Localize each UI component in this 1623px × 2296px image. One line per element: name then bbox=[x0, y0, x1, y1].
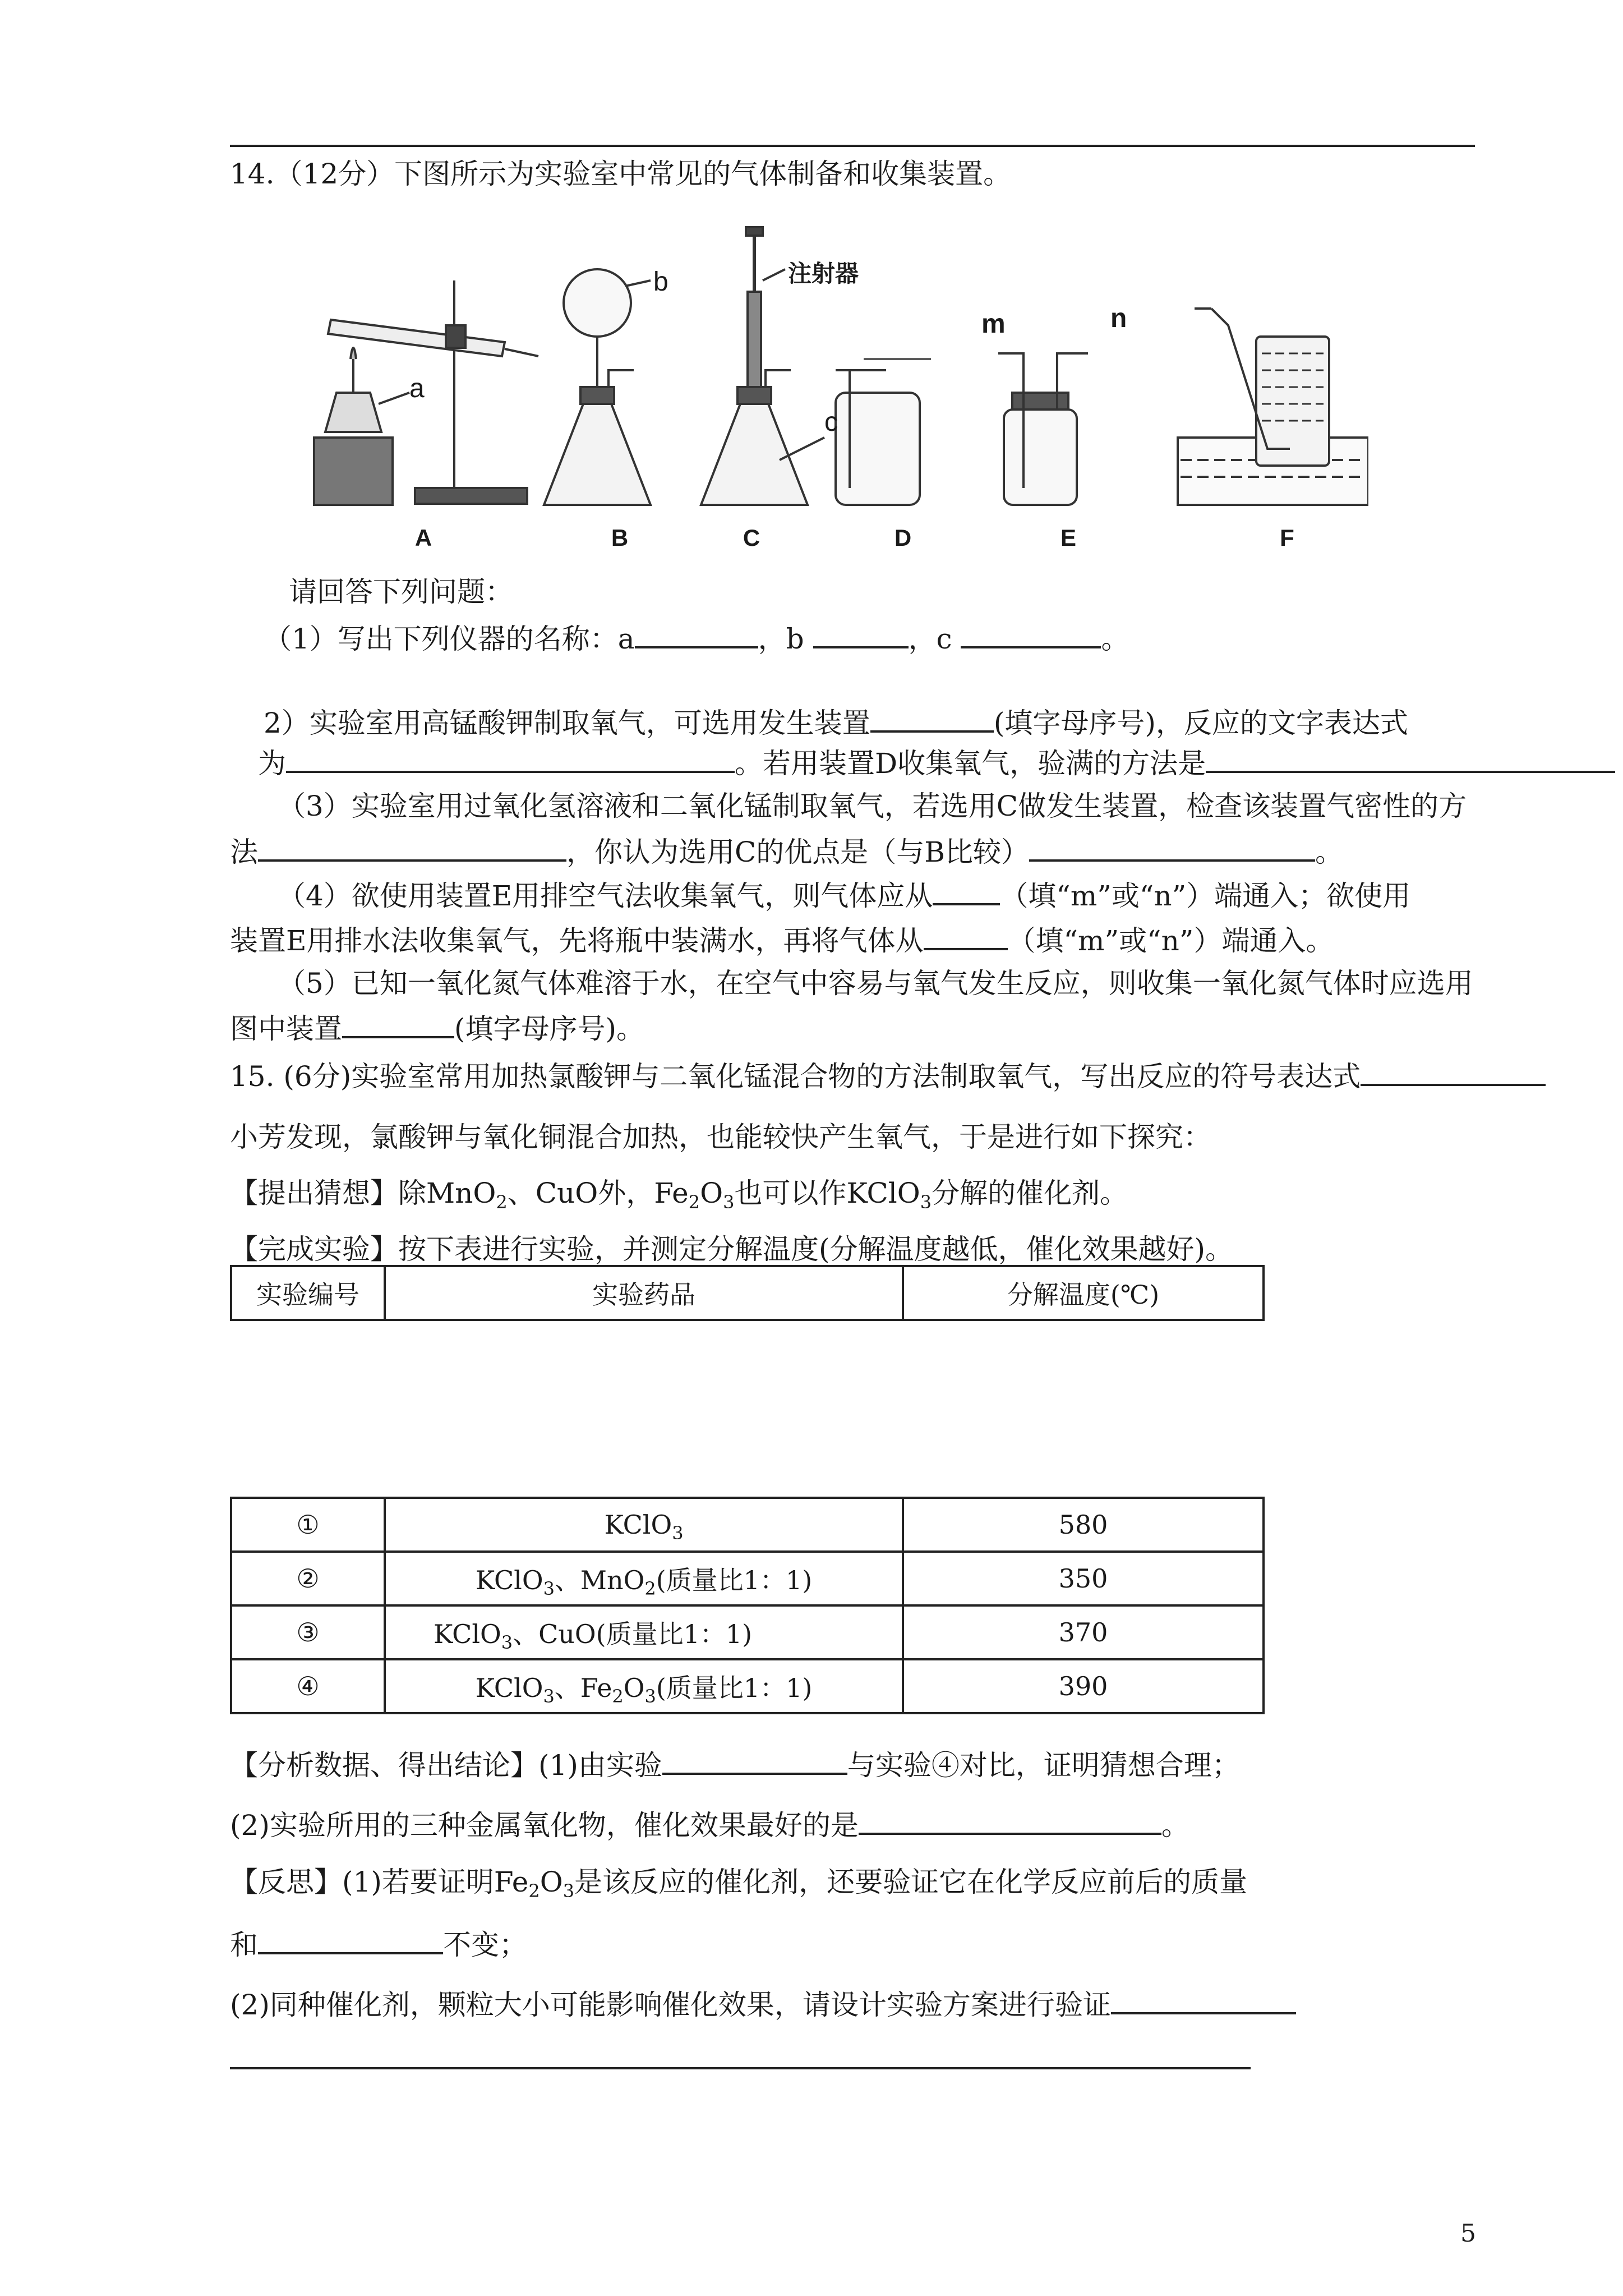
row-temp: 350 bbox=[903, 1552, 1264, 1605]
q14-title: 14.（12分）下图所示为实验室中常见的气体制备和收集装置。 bbox=[230, 158, 1012, 190]
apparatus-figure bbox=[303, 224, 1368, 572]
part2a-lead: 2）实验室用高锰酸钾制取氧气，可选用发生装置 bbox=[264, 707, 870, 739]
apparatus-d bbox=[836, 359, 931, 505]
fig-label-f: F bbox=[1280, 524, 1294, 551]
header-rule bbox=[230, 145, 1475, 147]
q14-part5b bbox=[230, 1007, 644, 1048]
reflect3-text: (2)同种催化剂，颗粒大小可能影响催化效果，请设计实验方案进行验证 bbox=[230, 1989, 1111, 2021]
part1-end: 。 bbox=[1101, 623, 1129, 655]
reflect1-end: 是该反应的催化剂，还要验证它在化学反应前后的质量 bbox=[574, 1866, 1248, 1898]
reflect1-sub2: 3 bbox=[562, 1880, 575, 1902]
analysis1-lead: 【分析数据、得出结论】(1)由实验 bbox=[230, 1749, 662, 1782]
q14-part2b bbox=[258, 742, 1615, 783]
fig-label-b: B bbox=[611, 524, 629, 551]
drug-tail-o: O bbox=[623, 1673, 645, 1703]
row-temp: 580 bbox=[903, 1498, 1264, 1552]
part4a-lead: （4）欲使用装置E用排空气法收集氧气，则气体应从 bbox=[278, 880, 933, 912]
apparatus-a bbox=[314, 280, 538, 505]
drug-tail-sub2: 3 bbox=[644, 1686, 656, 1707]
table-row bbox=[231, 1605, 1264, 1659]
hyp-lead: 【提出猜想】除MnO bbox=[230, 1177, 496, 1209]
row-drug bbox=[385, 1552, 903, 1605]
row-id: ② bbox=[231, 1552, 385, 1605]
hyp-sub2: 2 bbox=[688, 1191, 700, 1213]
row-drug bbox=[385, 1659, 903, 1713]
part1-lead: （1）写出下列仪器的名称：a bbox=[264, 623, 635, 655]
part1-b: ，b bbox=[758, 623, 813, 655]
q14-part5a: （5）已知一氧化氮气体难溶于水，在空气中容易与氧气发生反应，则收集一氧化氮气体时应选用 bbox=[278, 967, 1473, 1000]
row-temp: 370 bbox=[903, 1605, 1264, 1659]
q15-title-text: 15. (6分)实验室常用加热氯酸钾与二氧化锰混合物的方法制取氧气，写出反应的符号表达式 bbox=[230, 1060, 1361, 1093]
table-row bbox=[231, 1659, 1264, 1713]
header-temp: 分解温度(℃) bbox=[903, 1266, 1264, 1320]
drug-tail-sub: 2 bbox=[644, 1578, 656, 1599]
drug-main: KClO bbox=[434, 1619, 501, 1649]
part1-c: ，c bbox=[908, 623, 961, 655]
part5b-lead: 图中装置 bbox=[230, 1013, 342, 1045]
drug-tail-sub1: 2 bbox=[612, 1686, 624, 1707]
analysis-1 bbox=[230, 1743, 1240, 1785]
part5b-end: (填字母序号)。 bbox=[454, 1013, 645, 1045]
row-drug bbox=[385, 1605, 903, 1659]
q14-part1 bbox=[264, 617, 1129, 659]
drug-sub: 3 bbox=[501, 1632, 513, 1653]
reflect1-sub1: 2 bbox=[528, 1880, 540, 1902]
fig-label-d: D bbox=[894, 524, 912, 551]
blank-15-best[interactable] bbox=[859, 1803, 1161, 1835]
drug-tail: 、CuO(质量比1：1) bbox=[513, 1619, 753, 1649]
label-a: a bbox=[409, 374, 425, 403]
row-drug bbox=[385, 1498, 903, 1552]
drug-tail-a: 、Fe bbox=[554, 1673, 612, 1703]
reflect1-o: O bbox=[540, 1866, 563, 1898]
part3b-end: 。 bbox=[1315, 836, 1343, 868]
reflect-1 bbox=[230, 1862, 1247, 1902]
reflect2-lead: 和 bbox=[230, 1929, 258, 1961]
experiment-table bbox=[230, 1497, 1265, 1714]
drug-sub: 3 bbox=[543, 1686, 555, 1707]
row-temp: 390 bbox=[903, 1659, 1264, 1713]
q14-prompt: 请回答下列问题： bbox=[289, 576, 513, 608]
q14-part3a: （3）实验室用过氧化氢溶液和二氧化锰制取氧气，若选用C做发生装置，检查该装置气密性的方 bbox=[278, 790, 1467, 822]
q14-part4a bbox=[278, 874, 1410, 915]
header-id: 实验编号 bbox=[231, 1266, 385, 1320]
q15-intro: 小芳发现，氯酸钾与氧化铜混合加热，也能较快产生氧气，于是进行如下探究： bbox=[230, 1121, 1211, 1153]
blank-15-property[interactable] bbox=[258, 1923, 443, 1954]
blank-15-equation[interactable] bbox=[1361, 1055, 1546, 1086]
drug-tail-a: 、MnO bbox=[554, 1565, 645, 1595]
analysis1-end: 与实验④对比，证明猜想合理； bbox=[847, 1749, 1240, 1782]
analysis-2 bbox=[230, 1803, 1189, 1845]
q14-part4b bbox=[230, 919, 1334, 960]
part2b-lead: 为 bbox=[258, 747, 286, 780]
blank-a[interactable] bbox=[635, 617, 758, 648]
table-header-row bbox=[231, 1266, 1264, 1320]
part4b-lead: 装置E用排水法收集氧气，先将瓶中装满水，再将气体从 bbox=[230, 924, 924, 957]
blank-3-advantage[interactable] bbox=[1029, 830, 1315, 862]
table-row bbox=[231, 1498, 1264, 1552]
q14-part2a bbox=[264, 701, 1408, 743]
blank-4-water[interactable] bbox=[924, 919, 1008, 950]
answer-line[interactable] bbox=[230, 2067, 1251, 2069]
reflect1-lead: 【反思】(1)若要证明Fe bbox=[230, 1866, 529, 1898]
drug-main: KClO bbox=[475, 1565, 543, 1595]
header-drug: 实验药品 bbox=[385, 1266, 903, 1320]
analysis2-lead: (2)实验所用的三种金属氧化物，催化效果最好的是 bbox=[230, 1809, 859, 1842]
reflect-2 bbox=[230, 1923, 527, 1964]
apparatus-b bbox=[544, 269, 651, 505]
part4a-end: （填“m”或“n”）端通入；欲使用 bbox=[1000, 880, 1411, 912]
drug-main: KClO bbox=[604, 1510, 672, 1540]
q15-title bbox=[230, 1055, 1546, 1096]
hyp-sub1: 2 bbox=[496, 1191, 508, 1213]
row-id: ① bbox=[231, 1498, 385, 1552]
row-id: ④ bbox=[231, 1659, 385, 1713]
part2b-mid: 。若用装置D收集氧气，验满的方法是 bbox=[735, 747, 1206, 780]
hyp-o: O bbox=[700, 1177, 723, 1209]
hyp-end: 分解的催化剂。 bbox=[932, 1177, 1128, 1209]
hyp-mid2: 也可以作KClO bbox=[734, 1177, 920, 1209]
apparatus-e bbox=[998, 353, 1088, 505]
blank-4-air[interactable] bbox=[933, 874, 1000, 905]
hyp-sub3: 3 bbox=[723, 1191, 735, 1213]
blank-3-method[interactable] bbox=[258, 830, 566, 862]
blank-2-expression[interactable] bbox=[286, 742, 735, 773]
fig-label-c: C bbox=[743, 524, 760, 551]
drug-tail: (质量比1：1) bbox=[656, 1673, 813, 1703]
label-syringe: 注射器 bbox=[788, 260, 859, 287]
blank-2-check[interactable] bbox=[1206, 742, 1615, 773]
reflect-3 bbox=[230, 1983, 1296, 2024]
part2a-mid: (填字母序号)，反应的文字表达式 bbox=[993, 707, 1408, 739]
analysis2-end: 。 bbox=[1161, 1809, 1189, 1842]
blank-b[interactable] bbox=[813, 617, 909, 648]
q15-hypothesis bbox=[230, 1174, 1128, 1213]
label-n: n bbox=[1110, 303, 1127, 333]
drug-sub: 3 bbox=[672, 1522, 684, 1544]
reflect2-end: 不变； bbox=[443, 1929, 527, 1961]
drug-main: KClO bbox=[475, 1673, 543, 1703]
page-number: 5 bbox=[1460, 2219, 1476, 2248]
part3b-lead: 法 bbox=[230, 836, 258, 868]
experiment-table-header bbox=[230, 1265, 1265, 1321]
fig-label-e: E bbox=[1060, 524, 1076, 551]
part3b-mid: ，你认为选用C的优点是（与B比较） bbox=[566, 836, 1029, 868]
apparatus-f bbox=[1178, 309, 1368, 505]
blank-5-device[interactable] bbox=[342, 1007, 454, 1038]
hyp-sub4: 3 bbox=[920, 1191, 932, 1213]
table-row bbox=[231, 1552, 1264, 1605]
blank-15-experiment[interactable] bbox=[662, 1743, 847, 1775]
blank-15-design[interactable] bbox=[1111, 1983, 1296, 2014]
blank-2-device[interactable] bbox=[870, 701, 994, 733]
blank-c[interactable] bbox=[961, 617, 1101, 648]
hyp-mid1: 、CuO外，Fe bbox=[507, 1177, 689, 1209]
drug-tail: (质量比1：1) bbox=[656, 1565, 813, 1595]
row-id: ③ bbox=[231, 1605, 385, 1659]
fig-label-a: A bbox=[414, 524, 432, 551]
label-m: m bbox=[981, 309, 1006, 339]
label-c: c bbox=[824, 407, 838, 437]
q15-experiment: 【完成实验】按下表进行实验，并测定分解温度(分解温度越低，催化效果越好)。 bbox=[230, 1233, 1234, 1266]
q14-part3b bbox=[230, 830, 1343, 872]
drug-sub: 3 bbox=[543, 1578, 555, 1599]
label-b: b bbox=[653, 267, 668, 297]
part4b-end: （填“m”或“n”）端通入。 bbox=[1007, 924, 1334, 957]
